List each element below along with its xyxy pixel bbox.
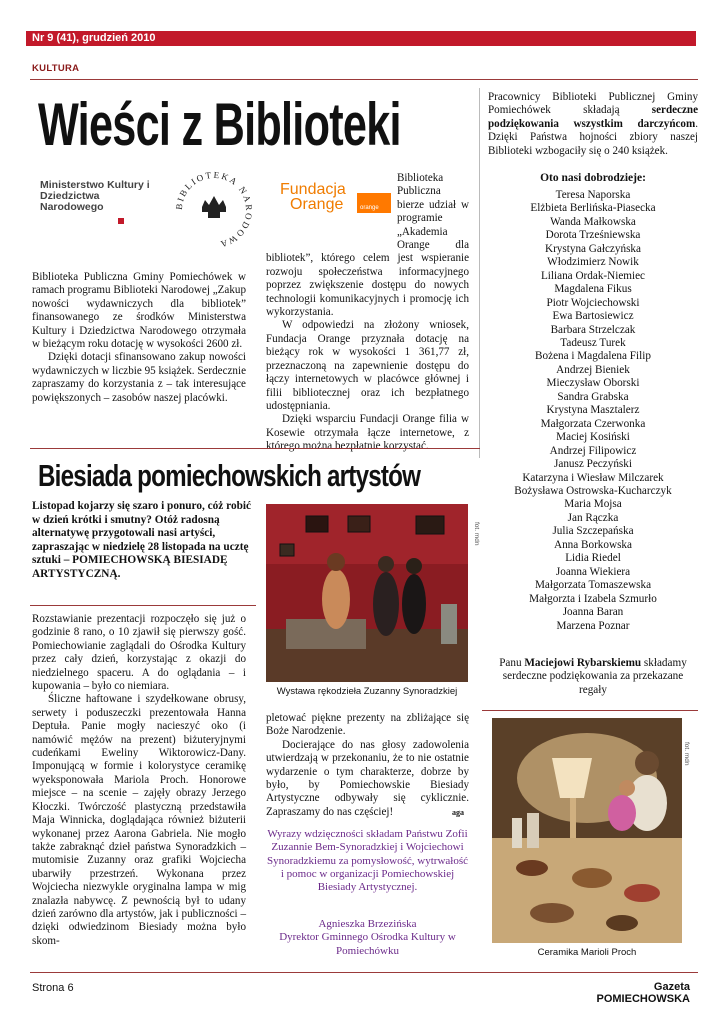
thanks-rule — [482, 710, 698, 711]
donor-name: Bożysława Ostrowska-Kucharczyk — [514, 484, 672, 497]
donor-list — [488, 189, 698, 633]
donor-name: Andrzej Filipowicz — [549, 444, 637, 457]
donor-name: Joanna Baran — [562, 606, 624, 619]
donor-name: Krystyna Masztalerz — [546, 404, 640, 417]
donor-name: Jan Rączka — [567, 511, 619, 524]
article2-p4: Docierające do nas głosy zadowolenia utwierdzają w przekonaniu, że to nie ostatnie wydarzenie o tym charakterze, dobrze by było, by Pomiechowskie Biesiady Artystyczne odbywały się cyklicznie. Zapraszamy do nas częściej! — [266, 738, 469, 818]
donor-name: Małgorzta i Izabela Szmurło — [529, 592, 657, 605]
donor-name: Joanna Wiekiera — [555, 565, 631, 578]
ministry-logo-text: Ministerstwo Kultury i Dziedzictwa Narodowego — [40, 179, 150, 213]
donor-name: Dorota Trześniewska — [545, 229, 641, 242]
article-separator — [30, 448, 480, 449]
article2-p1: Rozstawianie prezentacji rozpoczęło się już o godzinie 8 rano, o 10 zjawił się pierwszy gość. Pomiechowianie zaglądali do Ośrodka Kultury przez cały dzień, korzystając z okazji do niedzielnego spaceru. A do oglądania – i kupowania – było co niemiara. — [32, 613, 246, 693]
article2-title: Biesiada pomiechowskich artystów — [38, 458, 421, 493]
donor-name: Ewa Bartosiewicz — [552, 310, 634, 323]
donor-name: Tadeusz Turek — [560, 336, 626, 349]
donor-name: Marzena Poznar — [556, 619, 630, 632]
donor-name: Andrzej Bieniek — [556, 363, 630, 376]
thanks-intro-end: . Dzięki Państwa hojności zbiory naszej Biblioteki wzbogaciły się o 240 książek. — [488, 117, 698, 157]
article1-left-p1: Biblioteka Publiczna Gminy Pomiechówek w ramach programu Biblioteki Narodowej „Zakup nowości wydawniczych dla bibliotek” finansowanego ze środków Ministerstwa Kultury i Dziedzictwa Narodowego otrzymała w bieżącym roku dotację w wysokości 2600 zł. — [32, 271, 246, 351]
article2-mid-column — [266, 712, 469, 819]
donor-name: Wanda Małkowska — [550, 215, 636, 228]
article2-lead: Listopad kojarzy się szaro i ponuro, cóż robić w dzień krótki i smutny? Otóż radosną alternatywę przygotowali nasi artyści, zapraszając w niedzielę 28 listopada na ucztę sztuki – POMIECHOWSKĄ BIESIADĘ ARTYSTYCZNĄ. — [32, 500, 252, 580]
exhibition-photo-image — [266, 504, 468, 682]
article2-p2: Śliczne haftowane i szydełkowane obrusy, serwety i poduszeczki prezentowała Hanna Deptuła. Panie mogły nacieszyć oko (i namówić mężów na prezent) biżuteryjnymi cudeńkami Eweliny Wiktorowicz-Dany. Imponującą w formie i kolorystyce ceramikę wyeksponowała Mariola Proch. Honorowe miejsce – na scenie – zajęły obrazy Jerzego Kłoczki. Twórczość plastyczną przedstawiła Maja Winnicka, doglądająca również biżuterii wykonanej przez Aarona Gabriela. Nie mogło także zabraknąć dzieł państwa Synoradzkich – mutomisie Zuzanny oraz grafiki Wojciecha ubarwiły przestrzeń. Wykonana przez Wojciecha niezwykle oryginalna lampa w mig znalazła nabywcę. Z pewnością był to udany dzień zarówno dla artystów, jak i publiczności – dzięki odwiedzinom Biesiady można było skom- — [32, 693, 246, 947]
thanks-intro — [488, 91, 698, 158]
donor-name: Krystyna Gałczyńska — [545, 242, 641, 255]
closing-bold: Maciejowi Rybarskiemu — [524, 657, 642, 669]
lead-rule — [30, 605, 256, 606]
orange-badge: orange — [357, 193, 391, 213]
ministry-logo — [40, 180, 155, 230]
photo2-credit: fot. mdn — [683, 742, 690, 766]
donor-name: Piotr Wojciechowski — [546, 296, 640, 309]
donor-name: Barbara Strzelczak — [550, 323, 636, 336]
article2-left-column — [32, 613, 246, 948]
donor-name: Lidia Riedel — [565, 552, 621, 565]
article1-mid-p1: Biblioteka Publiczna bierze udział w programie „Akademia Orange dla bibliotek”, którego celem jest wspieranie rozwoju społeczeństwa informacyjnego poprzez zwiększenie dostępu do nowych technologii komunikacyjnych i promocję ich wykorzystania. — [266, 172, 469, 319]
column-divider — [479, 88, 480, 458]
issue-number: Nr 9 (41), grudzień 2010 — [32, 32, 156, 44]
library-logo-text: BIBLIOTEKA NARODOWA — [173, 169, 255, 250]
signature-name: Agnieszka Brzezińska — [318, 918, 417, 930]
thanks-note: Wyrazy wdzięczności składam Państwu Zofii Zuzannie Bem-Synoradzkiej i Wojciechowi Synoradzkiemu za pomysłowość, wytrwałość i pomoc w organizacji Pomiechowskiej Biesiady Artystycznej. — [266, 828, 468, 894]
donor-name: Bożena i Magdalena Filip — [535, 350, 651, 363]
donor-name: Magdalena Fikus — [554, 283, 632, 296]
donor-name: Liliana Ordak-Niemiec — [540, 269, 646, 282]
article1-left-column — [32, 271, 246, 405]
donor-name: Małgorzata Tomaszewska — [534, 579, 652, 592]
article1-mid-column — [266, 172, 469, 454]
newspaper-name: Gazeta POMIECHOWSKA — [596, 981, 690, 1005]
donor-name: Mieczysław Oborski — [546, 377, 640, 390]
article1-left-p2: Dzięki dotacji sfinansowano zakup nowości wydawniczych w liczbie 95 książek. Serdecznie zapraszamy do korzystania z – tak interesujące powiększonych – zasobów naszej placówki. — [32, 351, 246, 404]
article1-mid-p3: Dzięki wsparciu Fundacji Orange filia w Kosewie otrzymała łącze internetowe, z którego można bezpłatnie korzystać. — [266, 413, 469, 453]
donor-name: Janusz Peczyński — [554, 458, 632, 471]
crown-icon — [202, 196, 226, 218]
donors-heading: Oto nasi dobrodzieje: — [540, 172, 646, 184]
article1-title: Wieści z Biblioteki — [38, 91, 401, 158]
ceramics-photo — [492, 718, 682, 943]
library-logo — [168, 160, 260, 252]
thanks-intro-start: Pracownicy Biblioteki Publicznej Gminy Pomiechówek składają — [488, 91, 698, 117]
orange-logo-line1: Fundacja — [280, 181, 346, 198]
donor-name: Włodzimierz Nowik — [547, 256, 639, 269]
donor-name: Anna Borkowska — [554, 538, 632, 551]
issue-bar — [26, 31, 696, 46]
footer-rule — [30, 972, 698, 973]
header-rule — [30, 79, 698, 80]
photo1-credit: fot. mdn — [473, 522, 480, 546]
article1-mid-p2: W odpowiedzi na złożony wniosek, Fundacja Orange przyznała dotację na bieżący rok w wysokości 1 361,77 zł, przeznaczoną na zapewnienie dostępu do łączy internetowych w placówce głównej i filii bibliotecznej oraz ich bezpłatnego udostępniania. — [266, 319, 469, 412]
article2-p3: pletować piękne prezenty na zbliżające się Boże Narodzenie. — [266, 712, 469, 738]
exhibition-photo — [266, 504, 468, 682]
donor-name: Maciej Kosiński — [556, 431, 630, 444]
author-tag: aga — [452, 808, 464, 817]
donor-name: Katarzyna i Wiesław Milczarek — [522, 471, 664, 484]
closing-end: składamy serdeczne podziękowania za przekazane regały — [502, 657, 687, 696]
orange-float-space — [266, 172, 397, 244]
ceramics-photo-image — [492, 718, 682, 943]
donor-name: Sandra Grabska — [557, 390, 629, 403]
closing-start: Panu — [499, 657, 525, 669]
donor-name: Małgorzata Czerwonka — [540, 417, 646, 430]
orange-logo-line2: Orange — [290, 196, 344, 213]
thanks-intro-bold: serdeczne podziękowania wszystkim darczyńcom — [488, 104, 698, 130]
photo1-caption: Wystawa rękodzieła Zuzanny Synoradzkiej — [276, 686, 458, 697]
ministry-dot-icon — [118, 218, 124, 224]
donor-name: Maria Mojsa — [564, 498, 622, 511]
thanks-closing — [488, 657, 698, 697]
signature-role: Dyrektor Gminnego Ośrodka Kultury w Pomiechówku — [279, 931, 456, 957]
page-number: Strona 6 — [32, 982, 74, 994]
photo2-caption: Ceramika Marioli Proch — [537, 947, 637, 958]
signature — [266, 918, 469, 958]
donor-name: Elżbieta Berlińska-Piasecka — [530, 202, 656, 215]
donor-name: Julia Szczepańska — [552, 525, 634, 538]
donor-name: Teresa Naporska — [555, 189, 631, 201]
section-label: KULTURA — [32, 63, 80, 74]
